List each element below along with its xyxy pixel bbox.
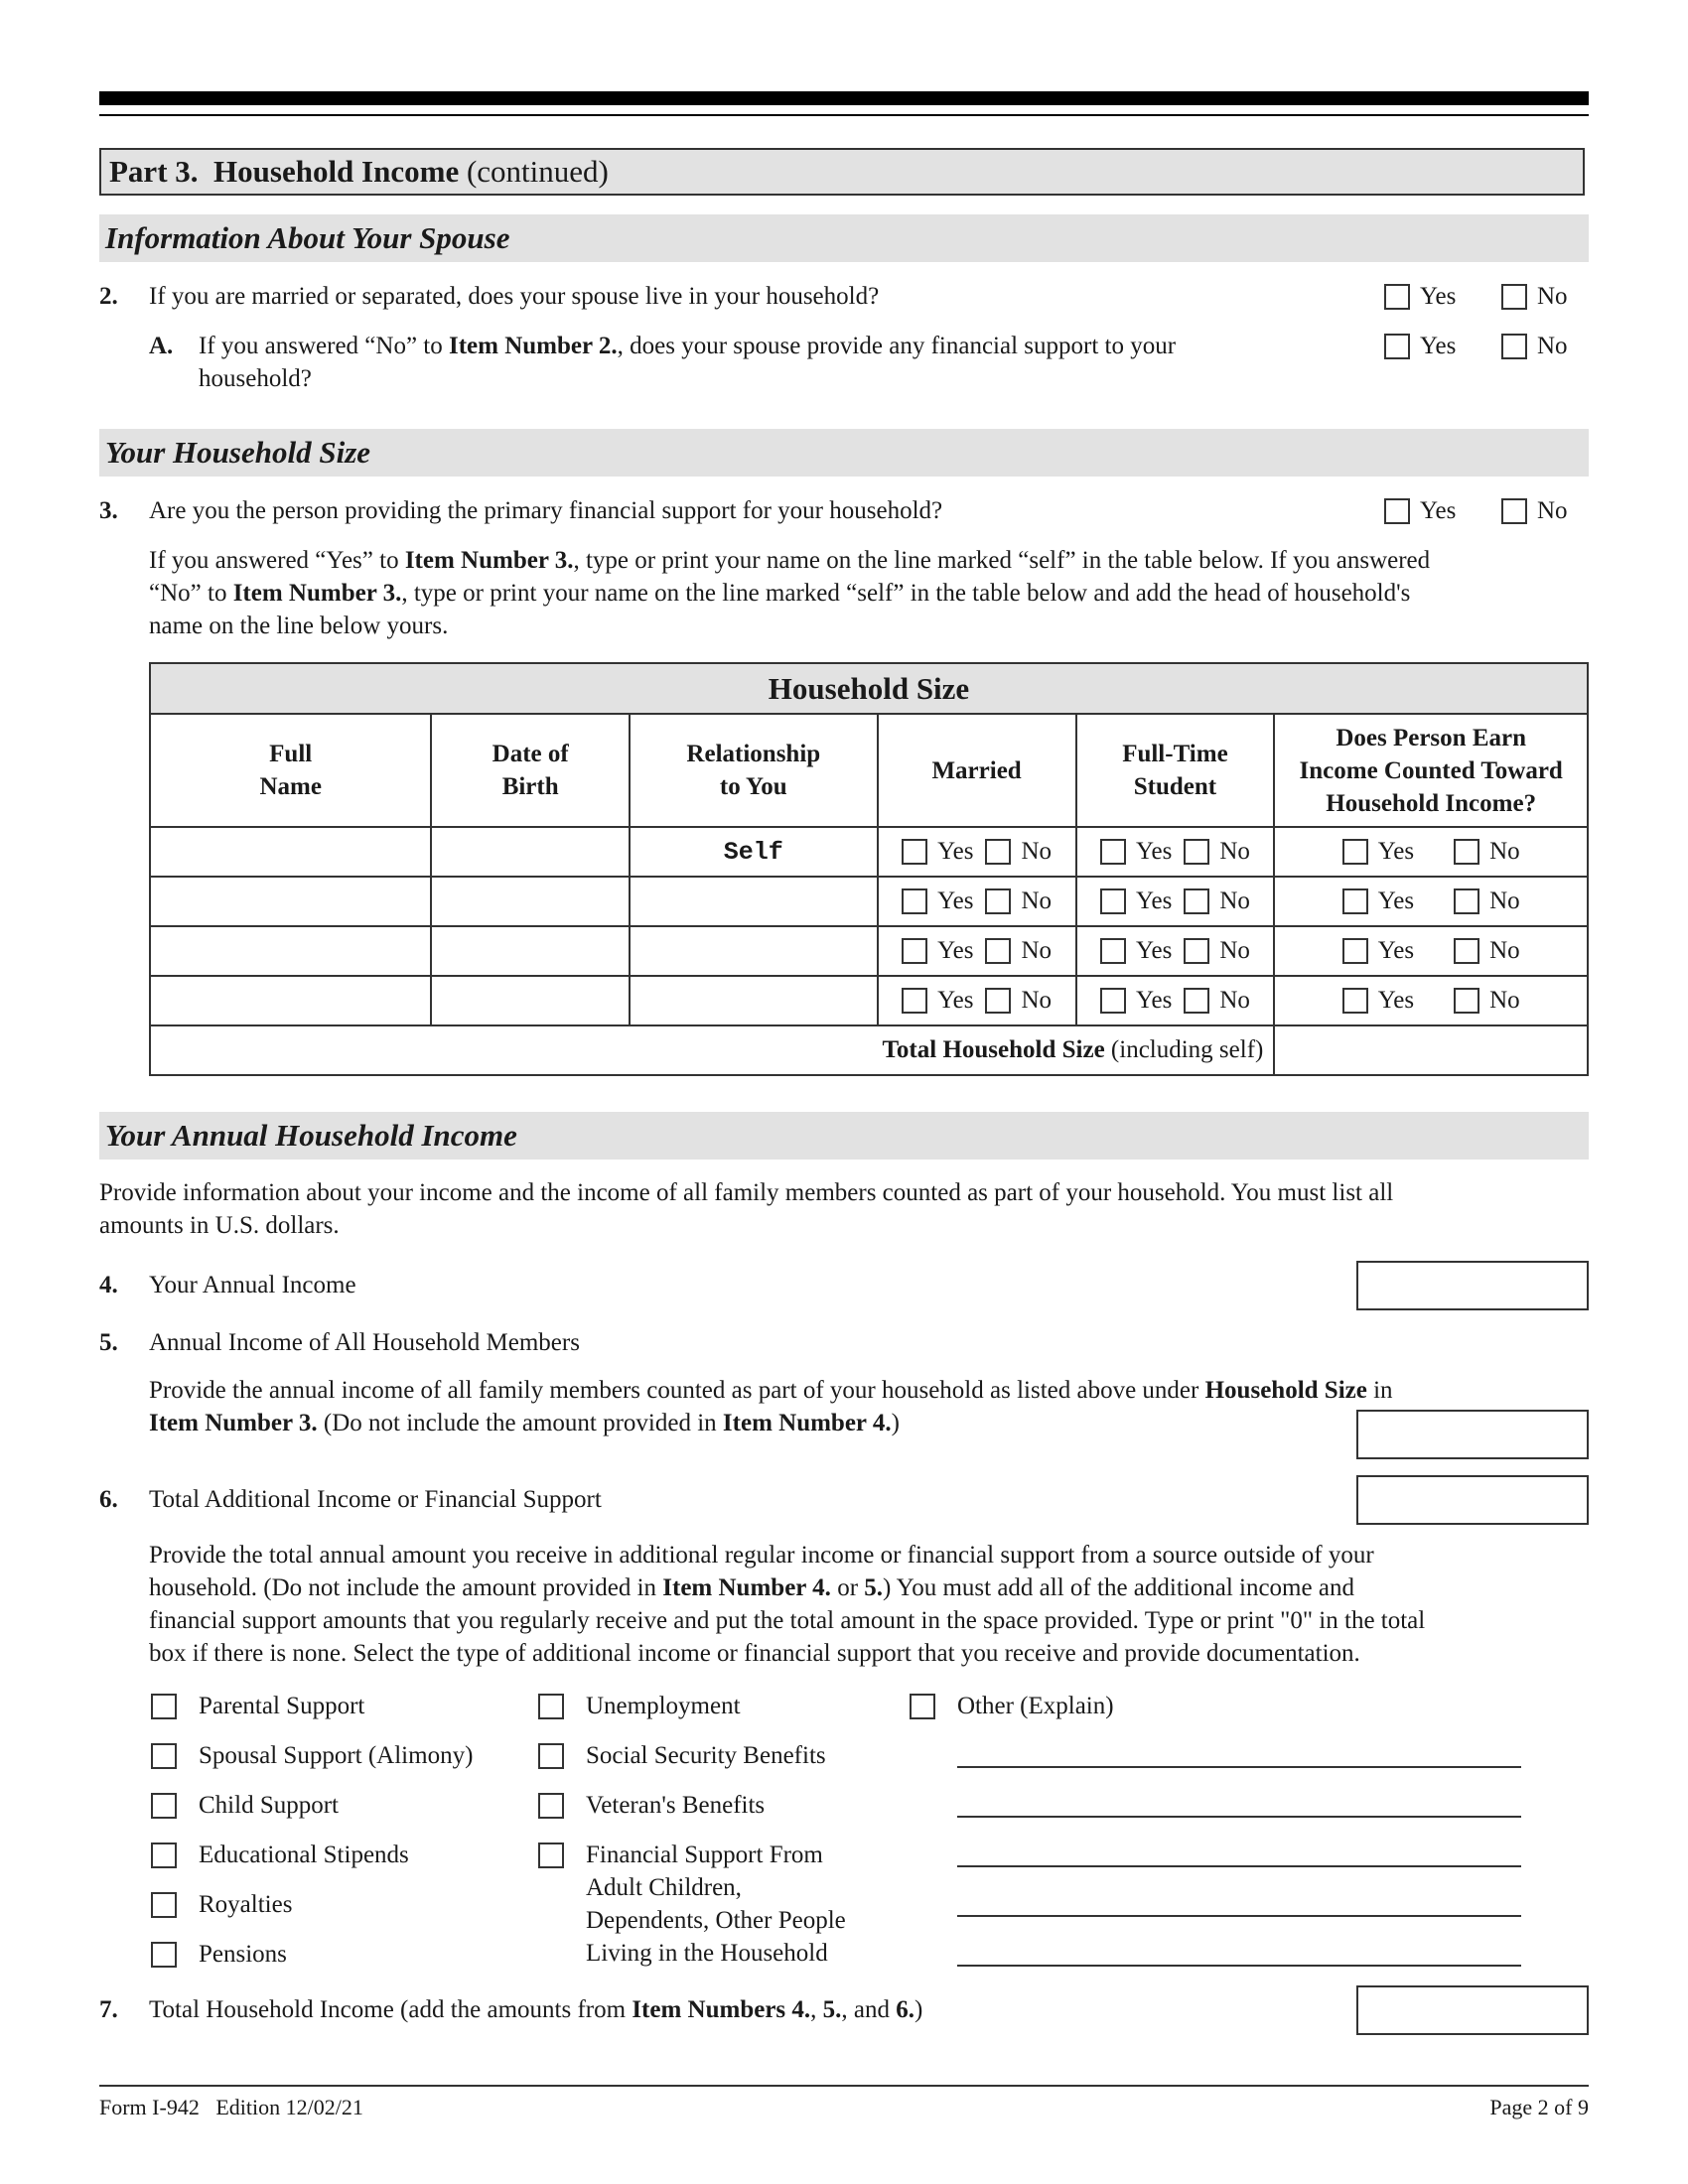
q2-number: 2. bbox=[99, 283, 118, 310]
table-row bbox=[150, 877, 1588, 926]
full-name-cell[interactable] bbox=[150, 827, 431, 877]
option-royalties[interactable]: Royalties bbox=[151, 1888, 292, 1921]
q2a-letter: A. bbox=[149, 333, 174, 359]
q2-text: If you are married or separated, does your spouse live in your household? bbox=[149, 283, 880, 310]
total-household-income-field[interactable] bbox=[1356, 1985, 1589, 2035]
q3-instructions: If you answered “Yes” to Item Number 3., type or print your name on the line marked “self” in the table below. If you answered “No” to Item Number 3., type or print your name on the line marked “self” in the table below and add the head of household's name on the line below yours. bbox=[149, 547, 1431, 639]
additional-income-field[interactable] bbox=[1356, 1475, 1589, 1525]
other-explain-line-5[interactable] bbox=[957, 1965, 1521, 1967]
table-row bbox=[150, 976, 1588, 1025]
q3-no-checkbox[interactable] bbox=[1501, 498, 1527, 524]
q3-no-option[interactable]: No bbox=[1501, 494, 1568, 527]
married-cell: Yes No bbox=[878, 827, 1076, 877]
q2-no-checkbox[interactable] bbox=[1501, 284, 1527, 310]
q3-number: 3. bbox=[99, 497, 118, 524]
student-cell: Yes No bbox=[1076, 827, 1275, 877]
married-cell: Yes No bbox=[878, 877, 1076, 926]
footer-form: Form I-942 bbox=[99, 2095, 200, 2119]
part-title: Household Income bbox=[213, 154, 460, 189]
annual-income-field[interactable] bbox=[1356, 1261, 1589, 1310]
household-members-income-field[interactable] bbox=[1356, 1410, 1589, 1459]
section-income-title: Your Annual Household Income bbox=[99, 1112, 1589, 1160]
other-explain-line-4[interactable] bbox=[957, 1915, 1521, 1917]
q5-text: Annual Income of All Household Members bbox=[149, 1329, 580, 1356]
earns-cell: Yes No bbox=[1274, 877, 1588, 926]
dob-cell[interactable] bbox=[431, 827, 630, 877]
q2a-yes-checkbox[interactable] bbox=[1384, 334, 1410, 359]
married-yes-checkbox[interactable] bbox=[902, 938, 927, 964]
unemployment-checkbox[interactable] bbox=[538, 1694, 564, 1719]
dob-cell[interactable] bbox=[431, 877, 630, 926]
pensions-checkbox[interactable] bbox=[151, 1942, 177, 1968]
option-social-security[interactable]: Social Security Benefits bbox=[538, 1739, 826, 1772]
relationship-cell[interactable] bbox=[630, 877, 878, 926]
full-name-cell[interactable] bbox=[150, 926, 431, 976]
student-yes-checkbox[interactable] bbox=[1100, 988, 1126, 1014]
earns-no-checkbox[interactable] bbox=[1454, 839, 1479, 865]
q4-text: Your Annual Income bbox=[149, 1272, 356, 1298]
option-spousal-support[interactable]: Spousal Support (Alimony) bbox=[151, 1739, 473, 1772]
part-label: Part 3. bbox=[109, 154, 199, 189]
other-explain-line-1[interactable] bbox=[957, 1766, 1521, 1768]
section-spouse-title: Information About Your Spouse bbox=[99, 214, 1589, 262]
total-household-size-label: Total Household Size (including self) bbox=[150, 1025, 1274, 1075]
student-no-checkbox[interactable] bbox=[1184, 839, 1209, 865]
q5-description: Provide the annual income of all family members counted as part of your household as listed above under Household Size in Item Number 3. (Do not include the amount provided in Item Number 4.) bbox=[149, 1377, 1393, 1436]
student-no-checkbox[interactable] bbox=[1184, 888, 1209, 914]
married-yes-checkbox[interactable] bbox=[902, 988, 927, 1014]
q6-number: 6. bbox=[99, 1486, 118, 1513]
student-cell: Yes No bbox=[1076, 877, 1275, 926]
q6-text: Total Additional Income or Financial Support bbox=[149, 1486, 602, 1513]
earns-no-checkbox[interactable] bbox=[1454, 938, 1479, 964]
student-yes-checkbox[interactable] bbox=[1100, 888, 1126, 914]
table-row bbox=[150, 926, 1588, 976]
social-security-checkbox[interactable] bbox=[538, 1743, 564, 1769]
other-explain-line-3[interactable] bbox=[957, 1865, 1521, 1867]
student-cell: Yes No bbox=[1076, 926, 1275, 976]
student-cell: Yes No bbox=[1076, 976, 1275, 1025]
dob-cell[interactable] bbox=[431, 926, 630, 976]
q2a-yes-option[interactable]: Yes bbox=[1384, 330, 1456, 362]
earns-yes-checkbox[interactable] bbox=[1342, 938, 1368, 964]
income-intro: Provide information about your income and the income of all family members counted as part of your household. You must list all amounts in U.S. dollars. bbox=[99, 1179, 1394, 1239]
col-date-of-birth: Date of Birth bbox=[431, 714, 630, 827]
earns-yes-checkbox[interactable] bbox=[1342, 988, 1368, 1014]
student-no-checkbox[interactable] bbox=[1184, 988, 1209, 1014]
q3-text: Are you the person providing the primary financial support for your household? bbox=[149, 497, 943, 524]
parental-support-checkbox[interactable] bbox=[151, 1694, 177, 1719]
household-table-title: Household Size bbox=[150, 663, 1588, 714]
full-name-cell[interactable] bbox=[150, 976, 431, 1025]
q2a-no-option[interactable]: No bbox=[1501, 330, 1568, 362]
q6-description: Provide the total annual amount you receive in additional regular income or financial support from a source outside of your household. (Do not include the amount provided in Item Number 4. or 5.) You must add all of the additional income and financial support amounts that you regularly receive and put the total amount in the space provided. Type or print "0" in the total box if there is none. Select the type of additional income or financial support that you receive and provide documentation. bbox=[149, 1542, 1426, 1667]
married-no-checkbox[interactable] bbox=[985, 839, 1011, 865]
footer-form-edition bbox=[99, 2095, 363, 2120]
earns-no-checkbox[interactable] bbox=[1454, 988, 1479, 1014]
col-full-time-student: Full-Time Student bbox=[1076, 714, 1275, 827]
option-parental-support[interactable]: Parental Support bbox=[151, 1690, 364, 1722]
col-full-name: Full Name bbox=[150, 714, 431, 827]
married-cell: Yes No bbox=[878, 976, 1076, 1025]
q4-number: 4. bbox=[99, 1272, 118, 1298]
other-explain-line-2[interactable] bbox=[957, 1816, 1521, 1818]
earns-cell: Yes No bbox=[1274, 926, 1588, 976]
total-household-size-field[interactable] bbox=[1274, 1025, 1588, 1075]
q5-number: 5. bbox=[99, 1329, 118, 1356]
footer-edition: Edition 12/02/21 bbox=[215, 2095, 363, 2119]
earns-yes-checkbox[interactable] bbox=[1342, 888, 1368, 914]
part-suffix: (continued) bbox=[466, 154, 609, 189]
q2a-text: If you answered “No” to Item Number 2., does your spouse provide any financial support to your household? bbox=[199, 333, 1177, 392]
married-no-checkbox[interactable] bbox=[985, 888, 1011, 914]
footer-page-number: Page 2 of 9 bbox=[1489, 2095, 1589, 2119]
earns-no-checkbox[interactable] bbox=[1454, 888, 1479, 914]
married-yes-checkbox[interactable] bbox=[902, 888, 927, 914]
table-row bbox=[150, 827, 1588, 877]
top-thin-rule bbox=[99, 114, 1589, 116]
col-married: Married bbox=[878, 714, 1076, 827]
q2-yes-checkbox[interactable] bbox=[1384, 284, 1410, 310]
col-earns-income: Does Person Earn Income Counted Toward Household Income? bbox=[1274, 714, 1588, 827]
option-educational-stipends[interactable]: Educational Stipends bbox=[151, 1839, 409, 1871]
option-pensions[interactable]: Pensions bbox=[151, 1938, 287, 1971]
married-no-checkbox[interactable] bbox=[985, 938, 1011, 964]
q2-yes-option[interactable]: Yes bbox=[1384, 280, 1456, 313]
dob-cell[interactable] bbox=[431, 976, 630, 1025]
earns-yes-checkbox[interactable] bbox=[1342, 839, 1368, 865]
student-yes-checkbox[interactable] bbox=[1100, 938, 1126, 964]
married-no-checkbox[interactable] bbox=[985, 988, 1011, 1014]
top-thick-rule bbox=[99, 91, 1589, 105]
earns-cell: Yes No bbox=[1274, 827, 1588, 877]
option-child-support[interactable]: Child Support bbox=[151, 1789, 339, 1822]
option-veterans-benefits[interactable]: Veteran's Benefits bbox=[538, 1789, 765, 1822]
student-yes-checkbox[interactable] bbox=[1100, 839, 1126, 865]
q7-text: Total Household Income (add the amounts from Item Numbers 4., 5., and 6.) bbox=[149, 1996, 923, 2023]
q3-yes-option[interactable]: Yes bbox=[1384, 494, 1456, 527]
earns-cell: Yes No bbox=[1274, 976, 1588, 1025]
total-household-size-row bbox=[150, 1025, 1588, 1075]
relationship-cell[interactable] bbox=[630, 976, 878, 1025]
q7-number: 7. bbox=[99, 1996, 118, 2023]
veterans-benefits-checkbox[interactable] bbox=[538, 1793, 564, 1819]
educational-stipends-checkbox[interactable] bbox=[151, 1843, 177, 1868]
other-explain-checkbox[interactable] bbox=[910, 1694, 935, 1719]
section-household-size-title: Your Household Size bbox=[99, 429, 1589, 477]
spousal-support-checkbox[interactable] bbox=[151, 1743, 177, 1769]
relationship-self: Self bbox=[630, 827, 878, 877]
option-unemployment[interactable]: Unemployment bbox=[538, 1690, 741, 1722]
married-yes-checkbox[interactable] bbox=[902, 839, 927, 865]
footer-rule bbox=[99, 2085, 1589, 2087]
q2a-no-checkbox[interactable] bbox=[1501, 334, 1527, 359]
q3-yes-checkbox[interactable] bbox=[1384, 498, 1410, 524]
option-other-explain[interactable]: Other (Explain) bbox=[910, 1690, 1114, 1722]
financial-support-checkbox[interactable] bbox=[538, 1843, 564, 1868]
married-cell: Yes No bbox=[878, 926, 1076, 976]
royalties-checkbox[interactable] bbox=[151, 1892, 177, 1918]
col-relationship: Relationship to You bbox=[630, 714, 878, 827]
part-header bbox=[99, 148, 1585, 196]
option-financial-support-adult-children[interactable]: Financial Support From Adult Children, Dependents, Other People Living in the Household bbox=[538, 1839, 846, 1970]
full-name-cell[interactable] bbox=[150, 877, 431, 926]
household-size-table bbox=[149, 662, 1589, 1076]
relationship-cell[interactable] bbox=[630, 926, 878, 976]
q2-no-option[interactable]: No bbox=[1501, 280, 1568, 313]
child-support-checkbox[interactable] bbox=[151, 1793, 177, 1819]
student-no-checkbox[interactable] bbox=[1184, 938, 1209, 964]
